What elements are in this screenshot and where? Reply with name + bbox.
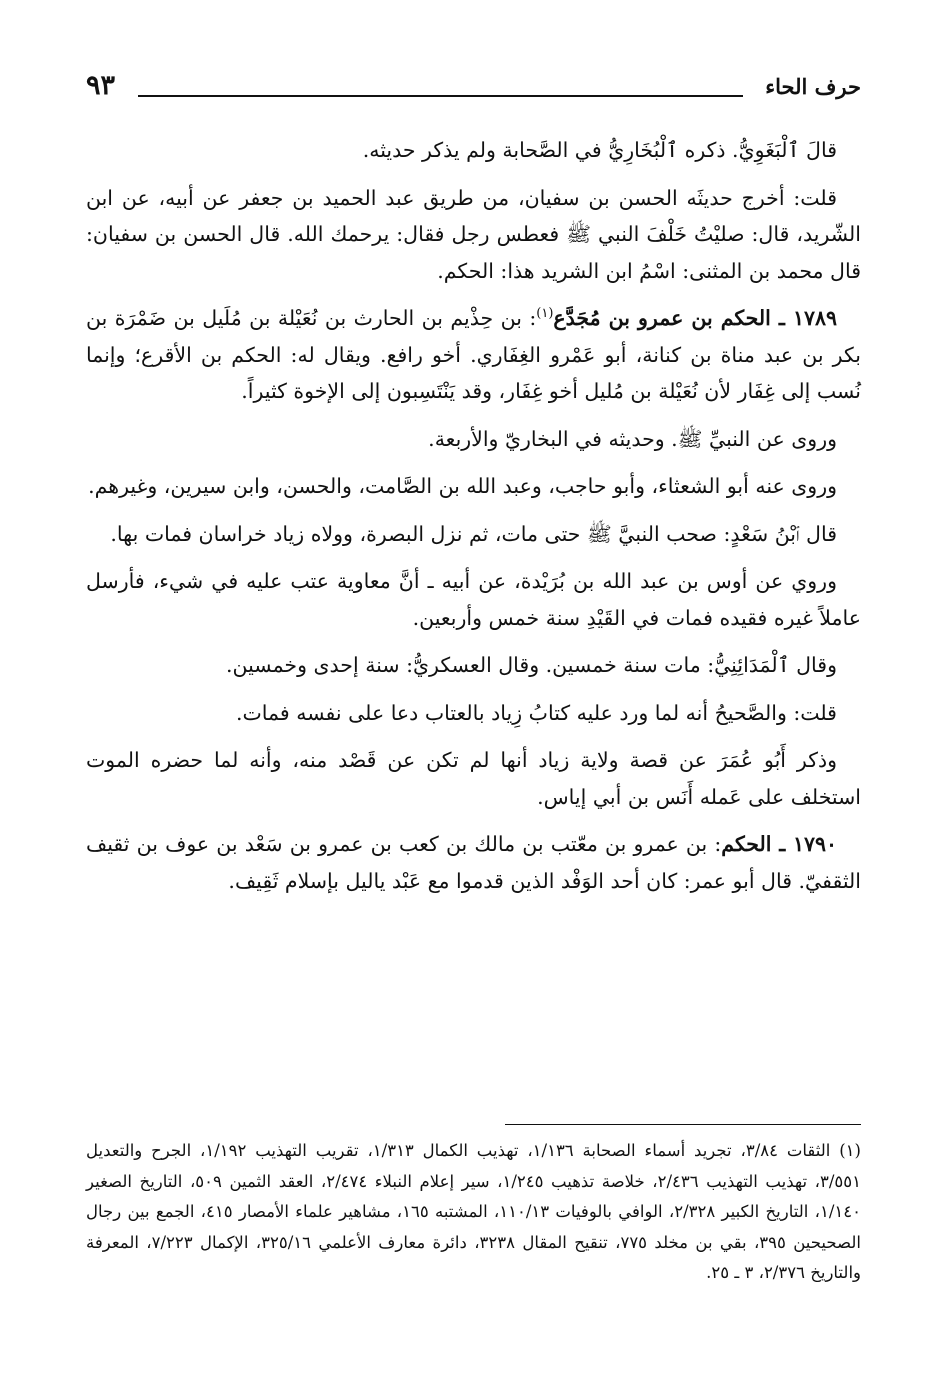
paragraph <box>86 742 861 815</box>
paragraph <box>86 516 861 553</box>
paragraph-text: وروى عن النبيِّ ﷺ. وحديثه في البخاريّ والأربعة. <box>428 426 837 451</box>
paragraph <box>86 695 861 732</box>
paragraph-text: : بن عمرو بن معّتب بن مالك بن كعب بن عمرو بن سَعْد بن عوف بن ثقيف الثقفيّ. قال أبو عمر: كان أحد الوَفْد الذين قدموا مع عَبْد ياليل بإسلام ثَقِيف. <box>86 832 861 893</box>
paragraph-text: وروي عن أوس بن عبد الله بن بُرَيْدة، عن أبيه ـ أنَّ معاوية عتب عليه في شيء، فأرسل عاملاً غيره فقيده فمات في القَيْدِ سنة خمس وأربعين. <box>86 569 861 630</box>
paragraph <box>86 563 861 636</box>
footnote-rule <box>505 1124 861 1125</box>
paragraph-text: وروى عنه أبو الشعثاء، وأبو حاجب، وعبد الله بن الصَّامت، والحسن، وابن سيرين، وغيرهم. <box>88 474 837 498</box>
page-number: ٩٣ <box>86 70 116 101</box>
main-text <box>86 132 861 910</box>
paragraph <box>86 468 861 505</box>
paragraph-text: : بن حِذْيم بن الحارث بن نُعَيْلة بن مُلَيل بن ضَمْرَة بن بكر بن عبد مناة بن كنانة، أبو عَمْرو الغِفَاري. أخو رافع. ويقال له: الحكم بن الأقرع؛ وإنما نُسب إلى غِفَار لأن نُعَيْلة بن مُليل أخو غِفَار، وقد يَنْتَسِبون إلى الإخوة كثيراً. <box>86 306 861 403</box>
entry-paragraph <box>86 300 861 410</box>
paragraph <box>86 180 861 290</box>
entry-heading: ١٧٨٩ ـ الحكم بن عمرو بن مُجَدَّع <box>553 306 838 330</box>
footnote-reference: (١) <box>536 306 554 322</box>
entry-heading: ١٧٩٠ ـ الحكم <box>721 832 838 856</box>
paragraph-text: قال ٱبْنُ سَعْدٍ: صحب النبيَّ ﷺ حتى مات، ثم نزل البصرة، وولاه زياد خراسان فمات بها. <box>110 521 837 546</box>
footnote-text: (١) الثقات ٣/٨٤، تجريد أسماء الصحابة ١/١٣٦، تهذيب الكمال ١/٣١٣، تقريب التهذيب ١/١٩٢، الجرح والتعديل ٣/٥٥١، تهذيب التهذيب ٢/٤٣٦، خلاصة تذهيب ١/٢٤٥، سير إعلام النبلاء ٢/٤٧٤، العقد الثمين ٥٠٩، التاريخ الصغير ١/١٤٠، التاريخ الكبير ٢/٣٢٨، الوافي بالوفيات ١١٠/١٣، المشتبه ١٦٥، مشاهير علماء الأمصار ٤١٥، الجمع بين رجال الصحيحين ٣٩٥، بقي بن مخلد ٧٧٥، تنقيح المقال ٣٢٣٨، دائرة معارف الأعلمي ٣٢٥/١٦، الإكمال ٧/٢٢٣، المعرفة والتاريخ ٢/٣٧٦، ٣ ـ ٢٥. <box>86 1141 861 1282</box>
paragraph <box>86 421 861 458</box>
running-title: حرف الحاء <box>765 74 861 99</box>
paragraph-text: قلت: أخرج حديثَه الحسن بن سفيان، من طريق عبد الحميد بن جعفر عن أبيه، عن ابن الشّريد، قال: صليْتُ خَلْفَ النبي ﷺ فعطس رجل فقال: يرحمك الله. قال الحسن بن سفيان: قال محمد بن المثنى: اسْمُ ابن الشريد هذا: الحكم. <box>86 185 861 283</box>
page-header <box>86 72 861 106</box>
paragraph <box>86 647 861 684</box>
header-rule <box>138 95 743 97</box>
paragraph-text: قلت: والصَّحيحُ أنه لما ورد عليه كتابُ زِياد بالعتاب دعا على نفسه فمات. <box>235 700 837 725</box>
footnotes <box>86 1136 861 1289</box>
paragraph <box>86 132 861 169</box>
entry-paragraph <box>86 826 861 899</box>
paragraph-text: وذكر أَبُو عُمَرَ عن قصة ولاية زياد أنها لم تكن عن قَصْد منه، وأنه لما حضره الموت استخلف على عَمله أَنَس بن أبي إياس. <box>86 748 861 809</box>
paragraph-text: قالَ ٱلْبَغَوِيُّ. ذكره ٱلْبُخَارِيُّ في الصَّحابة ولم يذكر حديثه. <box>362 138 837 162</box>
paragraph-text: وقال ٱلْمَدَائِنِيُّ: مات سنة خمسين. وقال العسكريُّ: سنة إحدى وخمسين. <box>225 653 837 677</box>
